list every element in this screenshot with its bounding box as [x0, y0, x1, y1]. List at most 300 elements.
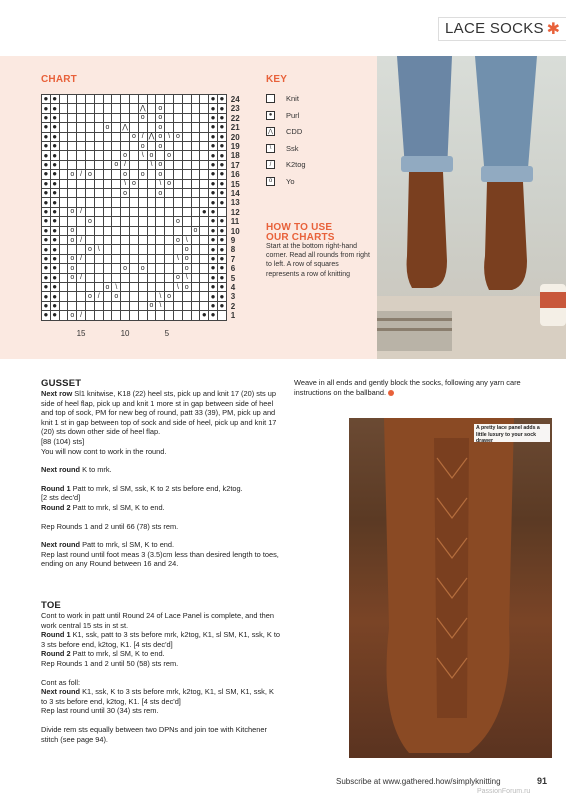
chart-cell — [77, 217, 86, 226]
chart-cell — [68, 114, 77, 123]
chart-cell — [60, 283, 69, 292]
chart-cell: ● — [218, 95, 227, 104]
chart-cell: o — [104, 283, 113, 292]
chart-cell — [68, 123, 77, 132]
chart-cell — [130, 161, 139, 170]
chart-cell: o — [121, 264, 130, 273]
chart-cell — [174, 227, 183, 236]
chart-cell — [121, 198, 130, 207]
howto-title-2: OUR CHARTS — [266, 232, 335, 243]
chart-cell — [68, 283, 77, 292]
chart-cell — [192, 123, 201, 132]
chart-cell: o — [112, 161, 121, 170]
chart-cell — [86, 283, 95, 292]
chart-cell — [183, 198, 192, 207]
chart-cell: ● — [218, 274, 227, 283]
chart-cell: / — [139, 133, 148, 142]
chart-cell: / — [77, 208, 86, 217]
chart-cell — [165, 255, 174, 264]
chart-cell — [156, 311, 165, 320]
chart-cell — [112, 151, 121, 160]
chart-cell: ● — [51, 151, 60, 160]
chart-cell: o — [183, 255, 192, 264]
chart-cell: ● — [51, 104, 60, 113]
chart-cell — [130, 227, 139, 236]
chart-cell — [95, 104, 104, 113]
chart-cell: ● — [218, 151, 227, 160]
chart-cell: o — [156, 133, 165, 142]
key-item — [266, 160, 306, 169]
key-item — [266, 111, 299, 120]
chart-cell — [121, 311, 130, 320]
chart-cell — [192, 217, 201, 226]
chart-cell: o — [68, 236, 77, 245]
chart-cell — [95, 161, 104, 170]
chart-cell — [200, 123, 209, 132]
chart-cell: ● — [42, 217, 51, 226]
chart-cell — [112, 189, 121, 198]
gusset-p4: Round 2 Patt to mrk, sl SM, K to end. — [41, 502, 165, 512]
chart-cell — [60, 245, 69, 254]
chart-cell — [183, 114, 192, 123]
key-label: K2tog — [286, 160, 306, 169]
chart-cell — [112, 255, 121, 264]
chart-cell — [200, 264, 209, 273]
chart-cell: ● — [218, 245, 227, 254]
chart-cell — [68, 189, 77, 198]
chart-cell — [139, 283, 148, 292]
chart-cell — [130, 302, 139, 311]
chart-cell — [148, 189, 157, 198]
chart-cell — [200, 255, 209, 264]
howto-title-1: HOW TO USE — [266, 222, 333, 233]
chart-cell — [148, 274, 157, 283]
chart-cell — [86, 161, 95, 170]
chart-cell — [192, 283, 201, 292]
chart-cell: o — [121, 151, 130, 160]
chart-cell: ● — [218, 133, 227, 142]
chart-cell — [174, 142, 183, 151]
chart-cell — [148, 311, 157, 320]
chart-cell: o — [165, 292, 174, 301]
chart-cell — [77, 114, 86, 123]
chart-cell — [77, 161, 86, 170]
chart-cell: ● — [218, 180, 227, 189]
chart-row-number: 21 — [230, 123, 240, 133]
chart-cell: o — [86, 292, 95, 301]
chart-cell — [192, 302, 201, 311]
chart-cell: ● — [200, 311, 209, 320]
chart-cell: \ — [121, 180, 130, 189]
chart-cell — [112, 170, 121, 179]
chart-cell: ● — [51, 245, 60, 254]
chart-cell — [165, 236, 174, 245]
chart-cell — [200, 189, 209, 198]
chart-cell — [156, 151, 165, 160]
key-item — [266, 144, 299, 153]
key-symbol-icon: / — [266, 160, 275, 169]
gusset-p1-note: You will now cont to work in the round. — [41, 446, 167, 456]
chart-cell — [95, 198, 104, 207]
chart-cell — [130, 245, 139, 254]
chart-cell: ● — [51, 236, 60, 245]
chart-cell: / — [77, 236, 86, 245]
chart-cell — [104, 198, 113, 207]
chart-col-number: 10 — [120, 328, 130, 338]
lace-chart — [41, 94, 240, 338]
chart-cell — [148, 208, 157, 217]
chart-cell: o — [156, 170, 165, 179]
chart-cell — [60, 255, 69, 264]
key-label: CDD — [286, 127, 303, 136]
chart-cell — [60, 264, 69, 273]
chart-cell — [139, 161, 148, 170]
chart-cell — [68, 217, 77, 226]
chart-cell: ● — [218, 255, 227, 264]
chart-cell — [148, 104, 157, 113]
chart-row-number: 5 — [230, 273, 236, 283]
chart-cell: ● — [218, 170, 227, 179]
finishing-text: Weave in all ends and gently block the socks, following any yarn care instructions on the ballband. — [294, 378, 521, 397]
chart-cell: o — [112, 292, 121, 301]
chart-cell: ● — [42, 95, 51, 104]
key-item — [266, 127, 302, 136]
chart-cell: o — [68, 208, 77, 217]
chart-cell — [148, 227, 157, 236]
chart-cell: o — [121, 189, 130, 198]
chart-row-number: 11 — [230, 217, 240, 227]
chart-cell — [183, 208, 192, 217]
chart-cell — [139, 95, 148, 104]
gusset-title: GUSSET — [41, 378, 82, 389]
chart-cell: o — [68, 170, 77, 179]
chart-row-number: 2 — [230, 301, 236, 311]
chart-cell — [148, 236, 157, 245]
chart-cell — [112, 236, 121, 245]
chart-cell: ● — [218, 236, 227, 245]
chart-cell — [156, 208, 165, 217]
chart-cell: \ — [183, 274, 192, 283]
chart-cell — [183, 311, 192, 320]
section-title: LACE SOCKS — [445, 20, 544, 37]
chart-row-number: 7 — [230, 254, 236, 264]
chart-cell — [130, 255, 139, 264]
chart-cell: ● — [209, 170, 218, 179]
key-label: Yo — [286, 176, 295, 186]
chart-cell — [139, 123, 148, 132]
chart-cell — [165, 208, 174, 217]
chart-cell — [192, 264, 201, 273]
toe-p4: Rep Rounds 1 and 2 until 50 (58) sts rem. — [41, 658, 179, 668]
chart-cell — [77, 189, 86, 198]
chart-cell — [86, 311, 95, 320]
chart-cell — [121, 255, 130, 264]
chart-cell: o — [156, 161, 165, 170]
chart-cell — [112, 95, 121, 104]
chart-cell: o — [165, 151, 174, 160]
chart-cell — [68, 198, 77, 207]
chart-cell — [192, 311, 201, 320]
chart-cell: ● — [51, 123, 60, 132]
chart-cell: o — [183, 245, 192, 254]
chart-row-number: 3 — [230, 292, 236, 302]
chart-cell: \ — [174, 283, 183, 292]
chart-cell: ● — [209, 274, 218, 283]
chart-cell: o — [139, 170, 148, 179]
chart-cell: ● — [51, 189, 60, 198]
photo-caption: A pretty lace panel adds a little luxury to your sock drawer — [476, 425, 540, 444]
chart-cell — [121, 104, 130, 113]
chart-cell — [104, 114, 113, 123]
chart-cell: o — [174, 133, 183, 142]
chart-cell: ● — [209, 142, 218, 151]
chart-cell — [112, 208, 121, 217]
chart-cell — [86, 236, 95, 245]
chart-cell — [130, 217, 139, 226]
chart-row-number: 14 — [230, 189, 240, 198]
chart-cell — [104, 292, 113, 301]
chart-cell — [192, 189, 201, 198]
chart-cell — [165, 161, 174, 170]
chart-cell — [192, 170, 201, 179]
chart-cell: o — [86, 217, 95, 226]
chart-cell — [130, 283, 139, 292]
chart-cell: / — [121, 161, 130, 170]
chart-cell: o — [174, 236, 183, 245]
gusset-text — [41, 389, 281, 569]
chart-cell — [112, 180, 121, 189]
chart-cell — [104, 189, 113, 198]
chart-row-number: 13 — [230, 198, 240, 208]
chart-cell — [121, 133, 130, 142]
chart-cell — [86, 95, 95, 104]
toe-p8: Divide rem sts equally between two DPNs and join toe with Kitchener stitch (see page 94). — [41, 724, 267, 744]
chart-cell — [139, 236, 148, 245]
chart-cell — [183, 217, 192, 226]
chart-cell: ● — [42, 208, 51, 217]
chart-cell — [112, 311, 121, 320]
chart-cell: \ — [148, 161, 157, 170]
page-number: 91 — [537, 776, 548, 786]
chart-cell — [183, 292, 192, 301]
chart-cell — [130, 264, 139, 273]
sock-photo — [349, 418, 552, 758]
chart-cell — [174, 302, 183, 311]
chart-cell — [112, 142, 121, 151]
chart-cell — [104, 311, 113, 320]
chart-cell — [130, 170, 139, 179]
chart-cell — [139, 198, 148, 207]
chart-cell — [139, 189, 148, 198]
chart-cell — [130, 208, 139, 217]
chart-cell — [104, 104, 113, 113]
chart-cell: ● — [51, 255, 60, 264]
key-symbol-icon: ⋀ — [266, 127, 275, 136]
chart-cell: ● — [209, 311, 218, 320]
chart-cell — [192, 133, 201, 142]
chart-cell — [200, 114, 209, 123]
chart-cell — [86, 274, 95, 283]
chart-cell — [174, 264, 183, 273]
chart-cell — [174, 189, 183, 198]
chart-cell — [174, 311, 183, 320]
chart-cell — [148, 264, 157, 273]
chart-cell — [77, 142, 86, 151]
chart-cell — [60, 114, 69, 123]
toe-text — [41, 611, 281, 744]
chart-cell — [139, 302, 148, 311]
chart-cell — [112, 114, 121, 123]
chart-cell — [183, 189, 192, 198]
gusset-p3-count: [2 sts dec'd] — [41, 493, 81, 503]
chart-cell — [165, 217, 174, 226]
end-mark-icon — [388, 390, 394, 396]
chart-cell — [104, 151, 113, 160]
chart-cell: ● — [42, 104, 51, 113]
chart-row-number: 23 — [230, 104, 240, 114]
chart-cell — [95, 114, 104, 123]
chart-row-number: 19 — [230, 142, 240, 151]
chart-cell: ● — [209, 95, 218, 104]
chart-cell — [104, 302, 113, 311]
chart-cell — [86, 189, 95, 198]
chart-cell: ● — [209, 104, 218, 113]
chart-cell: o — [139, 114, 148, 123]
chart-cell — [183, 302, 192, 311]
chart-cell — [121, 236, 130, 245]
chart-cell — [130, 292, 139, 301]
chart-cell — [139, 180, 148, 189]
chart-cell — [200, 217, 209, 226]
gusset-p5: Rep Rounds 1 and 2 until 66 (78) sts rem. — [41, 521, 179, 531]
chart-cell: ● — [209, 264, 218, 273]
chart-cell — [60, 142, 69, 151]
chart-cell — [77, 264, 86, 273]
chart-cell — [130, 311, 139, 320]
chart-cell — [192, 236, 201, 245]
chart-cell: ● — [209, 236, 218, 245]
chart-cell: \ — [112, 283, 121, 292]
chart-cell — [148, 170, 157, 179]
chart-cell — [95, 217, 104, 226]
chart-cell: \ — [174, 255, 183, 264]
chart-cell: \ — [156, 302, 165, 311]
chart-cell — [148, 283, 157, 292]
chart-cell — [165, 311, 174, 320]
chart-cell — [60, 274, 69, 283]
chart-cell — [156, 198, 165, 207]
chart-cell — [77, 302, 86, 311]
chart-cell: ● — [209, 180, 218, 189]
chart-cell: ● — [42, 142, 51, 151]
chart-cell — [68, 104, 77, 113]
chart-cell — [95, 151, 104, 160]
chart-cell — [200, 227, 209, 236]
chart-cell: ● — [51, 283, 60, 292]
chart-row-number: 6 — [230, 264, 236, 274]
chart-cell — [112, 133, 121, 142]
chart-cell: ● — [209, 227, 218, 236]
chart-cell: \ — [139, 151, 148, 160]
chart-cell — [156, 264, 165, 273]
chart-cell — [86, 142, 95, 151]
chart-cell — [77, 245, 86, 254]
chart-cell — [95, 264, 104, 273]
chart-cell — [112, 264, 121, 273]
chart-cell — [86, 264, 95, 273]
chart-cell — [95, 123, 104, 132]
chart-cell — [121, 227, 130, 236]
chart-cell — [139, 245, 148, 254]
chart-cell — [95, 189, 104, 198]
chart-cell — [95, 133, 104, 142]
toe-p6: Next round K1, ssk, K to 3 sts before mrk, k2tog, K1, sl SM, K1, ssk, K to 3 sts before end, k2tog, K1. [4 sts dec'd] — [41, 687, 274, 706]
chart-cell: o — [130, 133, 139, 142]
chart-cell — [139, 274, 148, 283]
chart-cell: ● — [42, 245, 51, 254]
chart-cell: ● — [42, 123, 51, 132]
chart-cell: ⋀ — [139, 104, 148, 113]
chart-cell — [60, 208, 69, 217]
chart-cell — [148, 245, 157, 254]
gusset-p1: Next row Sl1 knitwise, K18 (22) heel sts, pick up and knit 17 (20) sts up side of heel flap, pick up and knit 1 more st in gap between side of heel and top of sock, PM for new beg of round, patt 33 (39), PM, pick up and knit 1 st in gap between top of sock and side of heel, pick up and knit 17 (20) sts down other side of heel flap. — [41, 389, 277, 437]
chart-cell — [95, 311, 104, 320]
chart-cell: o — [139, 142, 148, 151]
chart-cell — [60, 180, 69, 189]
gusset-p3: Round 1 Patt to mrk, sl SM, ssk, K to 2 sts before end, k2tog. — [41, 483, 243, 493]
chart-cell — [112, 123, 121, 132]
chart-cell — [139, 311, 148, 320]
chart-cell: \ — [165, 133, 174, 142]
chart-cell — [200, 292, 209, 301]
chart-cell — [60, 123, 69, 132]
chart-cell — [156, 274, 165, 283]
chart-cell: \ — [95, 245, 104, 254]
chart-row-number: 24 — [230, 95, 240, 104]
chart-cell — [60, 189, 69, 198]
chart-cell: ● — [42, 302, 51, 311]
chart-cell — [156, 283, 165, 292]
chart-cell — [183, 151, 192, 160]
chart-cell: ● — [51, 227, 60, 236]
key-label: Ssk — [286, 143, 299, 153]
chart-cell — [174, 104, 183, 113]
chart-cell — [148, 255, 157, 264]
chart-cell — [60, 227, 69, 236]
chart-cell — [77, 95, 86, 104]
chart-cell: ● — [218, 227, 227, 236]
chart-cell — [174, 95, 183, 104]
chart-cell: ● — [209, 255, 218, 264]
chart-cell: ● — [209, 189, 218, 198]
chart-cell: o — [68, 264, 77, 273]
chart-cell — [121, 292, 130, 301]
toe-p1: Cont to work in patt until Round 24 of Lace Panel is complete, and then work central 15 sts in st st. — [41, 611, 274, 630]
chart-cell — [95, 236, 104, 245]
chart-cell: ● — [209, 208, 218, 217]
chart-cell — [77, 123, 86, 132]
chart-cell — [95, 227, 104, 236]
chart-cell — [86, 180, 95, 189]
chart-cell — [148, 114, 157, 123]
chart-cell: o — [68, 311, 77, 320]
chart-cell — [183, 133, 192, 142]
chart-cell — [148, 95, 157, 104]
chart-cell — [200, 133, 209, 142]
chart-cell: o — [192, 227, 201, 236]
chart-cell — [174, 208, 183, 217]
chart-cell — [218, 311, 227, 320]
